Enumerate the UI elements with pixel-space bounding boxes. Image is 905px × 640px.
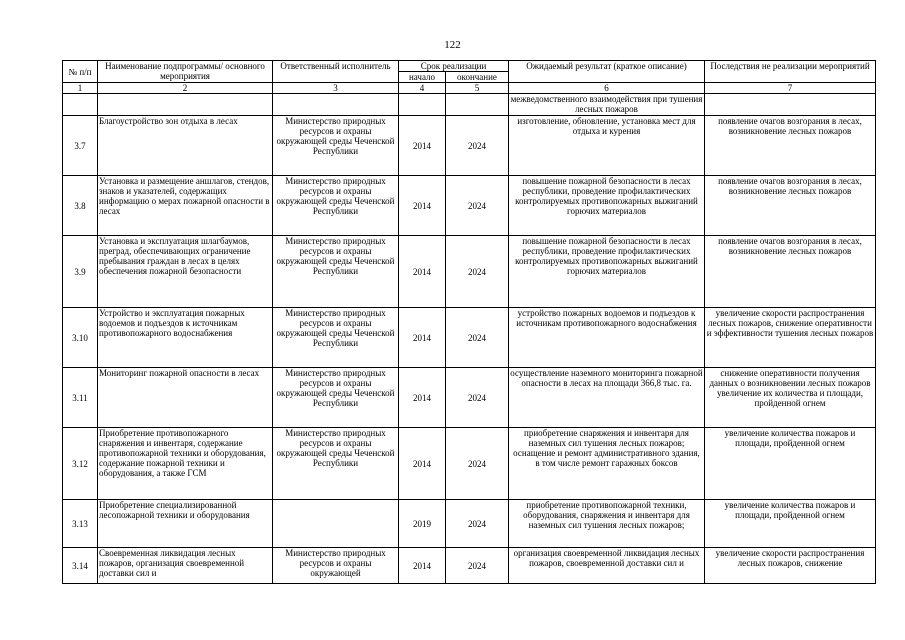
result-cell: приобретение противопожарной техники, оборудования, снаряжения и инвентаря для наземных сил тушения лесных пожаров; (509, 500, 705, 548)
result-cell: межведомственного взаимодействия при тушения лесных пожаров (509, 94, 705, 116)
start-year: 2014 (399, 308, 446, 368)
header-period: Срок реализации (399, 61, 509, 72)
table-row (63, 368, 876, 428)
end-year: 2024 (446, 368, 509, 428)
start-year: 2014 (399, 548, 446, 584)
consequence-cell: увеличение скорости распространения лесных пожаров, снижение оперативности и эффективности тушения лесных пожаров (705, 308, 876, 368)
executor-cell: Министерство природных ресурсов и охраны окружающей среды Чеченской Республики (273, 368, 399, 428)
measure-name: Своевременная ликвидация лесных пожаров, организация своевременной доставки сил и (98, 548, 273, 584)
header-executor: Ответственный исполнитель (273, 61, 399, 83)
executor-cell: Министерство природных ресурсов и охраны окружающей (273, 548, 399, 584)
consequence-cell: увеличение количества пожаров и площади, пройденной огнем (705, 428, 876, 500)
row-number: 3.11 (63, 368, 98, 428)
end-year: 2024 (446, 500, 509, 548)
result-cell: устройство пожарных водоемов и подъездов к источникам противопожарного водоснабжения (509, 308, 705, 368)
result-cell: повышение пожарной безопасности в лесах республики, проведение профилактических контролируемых противопожарных выжиганий горючих материалов (509, 236, 705, 308)
end-year: 2024 (446, 428, 509, 500)
end-year: 2024 (446, 236, 509, 308)
header-consequences: Последствия не реализации мероприятий (705, 61, 876, 83)
measure-name: Приобретение противопожарного снаряжения и инвентаря, содержание противопожарной техники и оборудования, содержание пожарной техники и оборудования, а также ГСМ (98, 428, 273, 500)
table-row (63, 116, 876, 176)
col-number: 3 (273, 83, 399, 94)
col-number: 1 (63, 83, 98, 94)
consequence-cell: появление очагов возгорания в лесах, возникновение лесных пожаров (705, 176, 876, 236)
start-year: 2014 (399, 176, 446, 236)
row-number: 3.9 (63, 236, 98, 308)
end-year: 2024 (446, 308, 509, 368)
start-year: 2014 (399, 428, 446, 500)
col-number: 4 (399, 83, 446, 94)
row-number: 3.8 (63, 176, 98, 236)
header-start: начало (399, 72, 446, 83)
executor-cell: Министерство природных ресурсов и охраны окружающей среды Чеченской Республики (273, 116, 399, 176)
measure-name: Приобретение специализированной лесопожарной техники и оборудования (98, 500, 273, 548)
end-year: 2024 (446, 548, 509, 584)
measure-name: Устройство и эксплуатация пожарных водоемов и подъездов к источникам противопожарного водоснабжения (98, 308, 273, 368)
executor-cell (273, 500, 399, 548)
end-year: 2024 (446, 116, 509, 176)
measure-name: Мониторинг пожарной опасности в лесах (98, 368, 273, 428)
measure-name: Установка и размещение аншлагов, стендов, знаков и указателей, содержащих информацию о мерах пожарной опасности в лесах (98, 176, 273, 236)
header-num: № п/п (63, 61, 98, 83)
consequence-cell: увеличение количества пожаров и площади, пройденной огнем (705, 500, 876, 548)
row-number: 3.10 (63, 308, 98, 368)
executor-cell: Министерство природных ресурсов и охраны окружающей среды Чеченской Республики (273, 428, 399, 500)
page-number: 122 (444, 39, 461, 51)
start-year: 2014 (399, 236, 446, 308)
row-number: 3.12 (63, 428, 98, 500)
table-row (63, 236, 876, 308)
result-cell: организация своевременной ликвидация лесных пожаров, своевременной доставки сил и (509, 548, 705, 584)
row-number: 3.14 (63, 548, 98, 584)
col-number: 2 (98, 83, 273, 94)
row-number: 3.7 (63, 116, 98, 176)
table-row (63, 428, 876, 500)
result-cell: приобретение снаряжения и инвентаря для наземных сил тушения лесных пожаров; оснащение и ремонт административного здания, в том числе ремонт гаражных боксов (509, 428, 705, 500)
consequence-cell: появление очагов возгорания в лесах, возникновение лесных пожаров (705, 236, 876, 308)
header-name: Наименование подпрограммы/ основного мероприятия (98, 61, 273, 83)
table-row-continuation (63, 94, 876, 116)
header-end: окончание (446, 72, 509, 83)
table-row (63, 176, 876, 236)
col-number: 5 (446, 83, 509, 94)
result-cell: осуществление наземного мониторинга пожарной опасности в лесах на площади 366,8 тыс. га. (509, 368, 705, 428)
measure-name: Благоустройство зон отдыха в лесах (98, 116, 273, 176)
executor-cell: Министерство природных ресурсов и охраны окружающей среды Чеченской Республики (273, 236, 399, 308)
row-number: 3.13 (63, 500, 98, 548)
consequence-cell: увеличение скорости распространения лесных пожаров, снижение (705, 548, 876, 584)
executor-cell: Министерство природных ресурсов и охраны окружающей среды Чеченской Республики (273, 176, 399, 236)
result-cell: изготовление, обновление, установка мест для отдыха и курения (509, 116, 705, 176)
consequence-cell: появление очагов возгорания в лесах, возникновение лесных пожаров (705, 116, 876, 176)
measures-table (62, 60, 876, 584)
col-number: 7 (705, 83, 876, 94)
start-year: 2014 (399, 368, 446, 428)
start-year: 2019 (399, 500, 446, 548)
executor-cell: Министерство природных ресурсов и охраны окружающей среды Чеченской Республики (273, 308, 399, 368)
header-result: Ожидаемый результат (краткое описание) (509, 61, 705, 83)
col-number: 6 (509, 83, 705, 94)
table-row (63, 548, 876, 584)
start-year: 2014 (399, 116, 446, 176)
table-row (63, 500, 876, 548)
end-year: 2024 (446, 176, 509, 236)
result-cell: повышение пожарной безопасности в лесах республики, проведение профилактических контролируемых противопожарных выжиганий горючих материалов (509, 176, 705, 236)
table-row (63, 308, 876, 368)
measure-name: Установка и эксплуатация шлагбаумов, преград, обеспечивающих ограничение пребывания граждан в лесах в целях обеспечения пожарной безопасности (98, 236, 273, 308)
consequence-cell: снижение оперативности получения данных о возникновении лесных пожаров увеличение их количества и площади, пройденной огнем (705, 368, 876, 428)
